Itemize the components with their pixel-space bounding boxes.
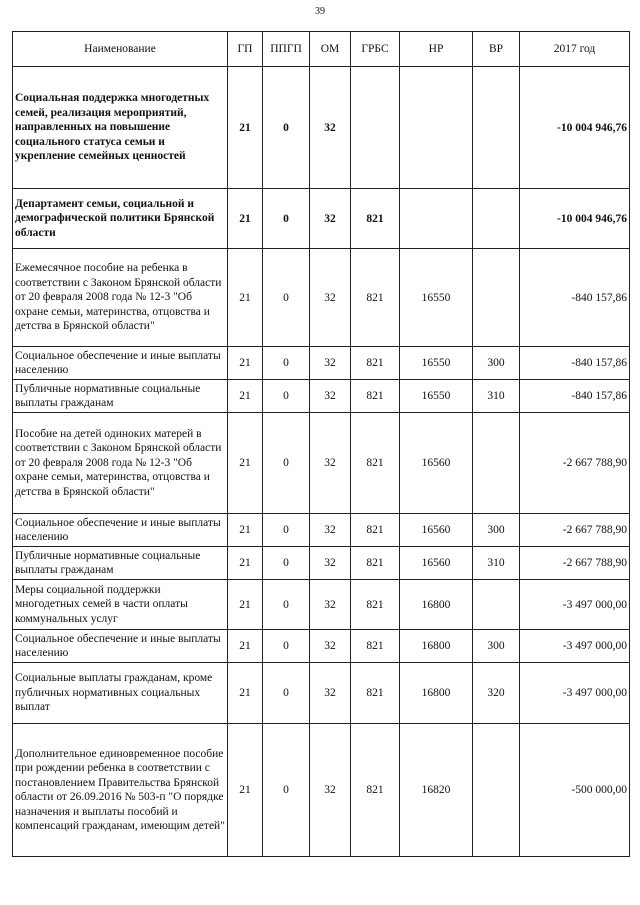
budget-table — [12, 31, 630, 857]
cell-om: 32 — [310, 547, 351, 580]
cell-om: 32 — [310, 347, 351, 380]
cell-vr: 310 — [473, 380, 520, 413]
cell-sum: -2 667 788,90 — [520, 547, 630, 580]
cell-gp: 21 — [228, 67, 263, 189]
table-row — [13, 249, 630, 347]
cell-vr: 320 — [473, 663, 520, 724]
cell-grbs: 821 — [351, 724, 400, 857]
table-row — [13, 413, 630, 514]
cell-sum: -10 004 946,76 — [520, 189, 630, 249]
cell-grbs: 821 — [351, 249, 400, 347]
cell-nr: 16820 — [400, 724, 473, 857]
cell-nr: 16550 — [400, 380, 473, 413]
header-ppgp: ППГП — [263, 32, 310, 67]
cell-gp: 21 — [228, 347, 263, 380]
cell-vr — [473, 580, 520, 630]
cell-om: 32 — [310, 380, 351, 413]
cell-name: Социальная поддержка многодетных семей, реализация мероприятий, направленных на повышение социального статуса семьи и укрепление семейных ценностей — [13, 67, 228, 189]
table-row — [13, 380, 630, 413]
table-row — [13, 630, 630, 663]
cell-ppgp: 0 — [263, 189, 310, 249]
cell-grbs: 821 — [351, 347, 400, 380]
cell-sum: -10 004 946,76 — [520, 67, 630, 189]
header-name: Наименование — [13, 32, 228, 67]
header-gp: ГП — [228, 32, 263, 67]
page-number: 39 — [315, 6, 325, 17]
cell-name: Социальные выплаты гражданам, кроме публичных нормативных социальных выплат — [13, 663, 228, 724]
cell-vr: 300 — [473, 347, 520, 380]
cell-sum: -840 157,86 — [520, 380, 630, 413]
cell-om: 32 — [310, 67, 351, 189]
cell-grbs: 821 — [351, 547, 400, 580]
cell-nr — [400, 189, 473, 249]
cell-nr: 16560 — [400, 514, 473, 547]
cell-grbs — [351, 67, 400, 189]
cell-ppgp: 0 — [263, 663, 310, 724]
cell-gp: 21 — [228, 724, 263, 857]
cell-om: 32 — [310, 663, 351, 724]
cell-vr — [473, 249, 520, 347]
cell-sum: -3 497 000,00 — [520, 580, 630, 630]
table-row — [13, 189, 630, 249]
table-row — [13, 580, 630, 630]
cell-gp: 21 — [228, 413, 263, 514]
cell-gp: 21 — [228, 663, 263, 724]
header-grbs: ГРБС — [351, 32, 400, 67]
cell-grbs: 821 — [351, 380, 400, 413]
table-row — [13, 347, 630, 380]
cell-grbs: 821 — [351, 580, 400, 630]
cell-gp: 21 — [228, 580, 263, 630]
cell-ppgp: 0 — [263, 724, 310, 857]
cell-sum: -3 497 000,00 — [520, 630, 630, 663]
table-header-row — [13, 32, 630, 67]
cell-om: 32 — [310, 413, 351, 514]
cell-vr — [473, 724, 520, 857]
header-om: ОМ — [310, 32, 351, 67]
cell-nr: 16800 — [400, 580, 473, 630]
cell-nr: 16800 — [400, 663, 473, 724]
cell-vr: 300 — [473, 514, 520, 547]
table-row — [13, 663, 630, 724]
cell-name: Социальное обеспечение и иные выплаты населению — [13, 347, 228, 380]
table-row — [13, 724, 630, 857]
cell-sum: -2 667 788,90 — [520, 413, 630, 514]
cell-name: Социальное обеспечение и иные выплаты населению — [13, 514, 228, 547]
cell-ppgp: 0 — [263, 630, 310, 663]
cell-sum: -2 667 788,90 — [520, 514, 630, 547]
cell-gp: 21 — [228, 249, 263, 347]
cell-sum: -3 497 000,00 — [520, 663, 630, 724]
cell-nr: 16560 — [400, 413, 473, 514]
cell-name: Департамент семьи, социальной и демографической политики Брянской области — [13, 189, 228, 249]
header-vr: ВР — [473, 32, 520, 67]
table-row — [13, 547, 630, 580]
cell-om: 32 — [310, 630, 351, 663]
cell-om: 32 — [310, 724, 351, 857]
cell-sum: -500 000,00 — [520, 724, 630, 857]
cell-grbs: 821 — [351, 413, 400, 514]
cell-gp: 21 — [228, 380, 263, 413]
cell-ppgp: 0 — [263, 547, 310, 580]
cell-ppgp: 0 — [263, 67, 310, 189]
cell-grbs: 821 — [351, 663, 400, 724]
cell-gp: 21 — [228, 630, 263, 663]
cell-om: 32 — [310, 249, 351, 347]
cell-sum: -840 157,86 — [520, 347, 630, 380]
cell-grbs: 821 — [351, 630, 400, 663]
cell-nr — [400, 67, 473, 189]
cell-om: 32 — [310, 580, 351, 630]
cell-ppgp: 0 — [263, 514, 310, 547]
cell-nr: 16560 — [400, 547, 473, 580]
cell-nr: 16800 — [400, 630, 473, 663]
cell-name: Меры социальной поддержки многодетных семей в части оплаты коммунальных услуг — [13, 580, 228, 630]
cell-vr — [473, 67, 520, 189]
cell-nr: 16550 — [400, 249, 473, 347]
table-row — [13, 67, 630, 189]
cell-vr — [473, 189, 520, 249]
cell-vr: 300 — [473, 630, 520, 663]
cell-name: Ежемесячное пособие на ребенка в соответствии с Законом Брянской области от 20 февраля 2008 года № 12-3 "Об охране семьи, материнства, отцовства и детства в Брянской области" — [13, 249, 228, 347]
table-row — [13, 514, 630, 547]
cell-nr: 16550 — [400, 347, 473, 380]
cell-ppgp: 0 — [263, 380, 310, 413]
cell-ppgp: 0 — [263, 580, 310, 630]
cell-name: Публичные нормативные социальные выплаты гражданам — [13, 380, 228, 413]
cell-name: Социальное обеспечение и иные выплаты населению — [13, 630, 228, 663]
cell-name: Публичные нормативные социальные выплаты гражданам — [13, 547, 228, 580]
cell-om: 32 — [310, 514, 351, 547]
cell-gp: 21 — [228, 189, 263, 249]
header-nr: НР — [400, 32, 473, 67]
cell-name: Дополнительное единовременное пособие при рождении ребенка в соответствии с постановлением Правительства Брянской области от 26.09.2016 № 503-п "О порядке назначения и выплаты пособий и компенсаций гражданам, имеющим детей" — [13, 724, 228, 857]
cell-gp: 21 — [228, 514, 263, 547]
cell-vr — [473, 413, 520, 514]
cell-gp: 21 — [228, 547, 263, 580]
cell-grbs: 821 — [351, 514, 400, 547]
cell-ppgp: 0 — [263, 413, 310, 514]
cell-vr: 310 — [473, 547, 520, 580]
cell-ppgp: 0 — [263, 347, 310, 380]
cell-ppgp: 0 — [263, 249, 310, 347]
cell-grbs: 821 — [351, 189, 400, 249]
cell-name: Пособие на детей одиноких матерей в соответствии с Законом Брянской области от 20 февраля 2008 года № 12-3 "Об охране семьи, материнства, отцовства и детства в Брянской области" — [13, 413, 228, 514]
cell-sum: -840 157,86 — [520, 249, 630, 347]
header-sum: 2017 год — [520, 32, 630, 67]
cell-om: 32 — [310, 189, 351, 249]
